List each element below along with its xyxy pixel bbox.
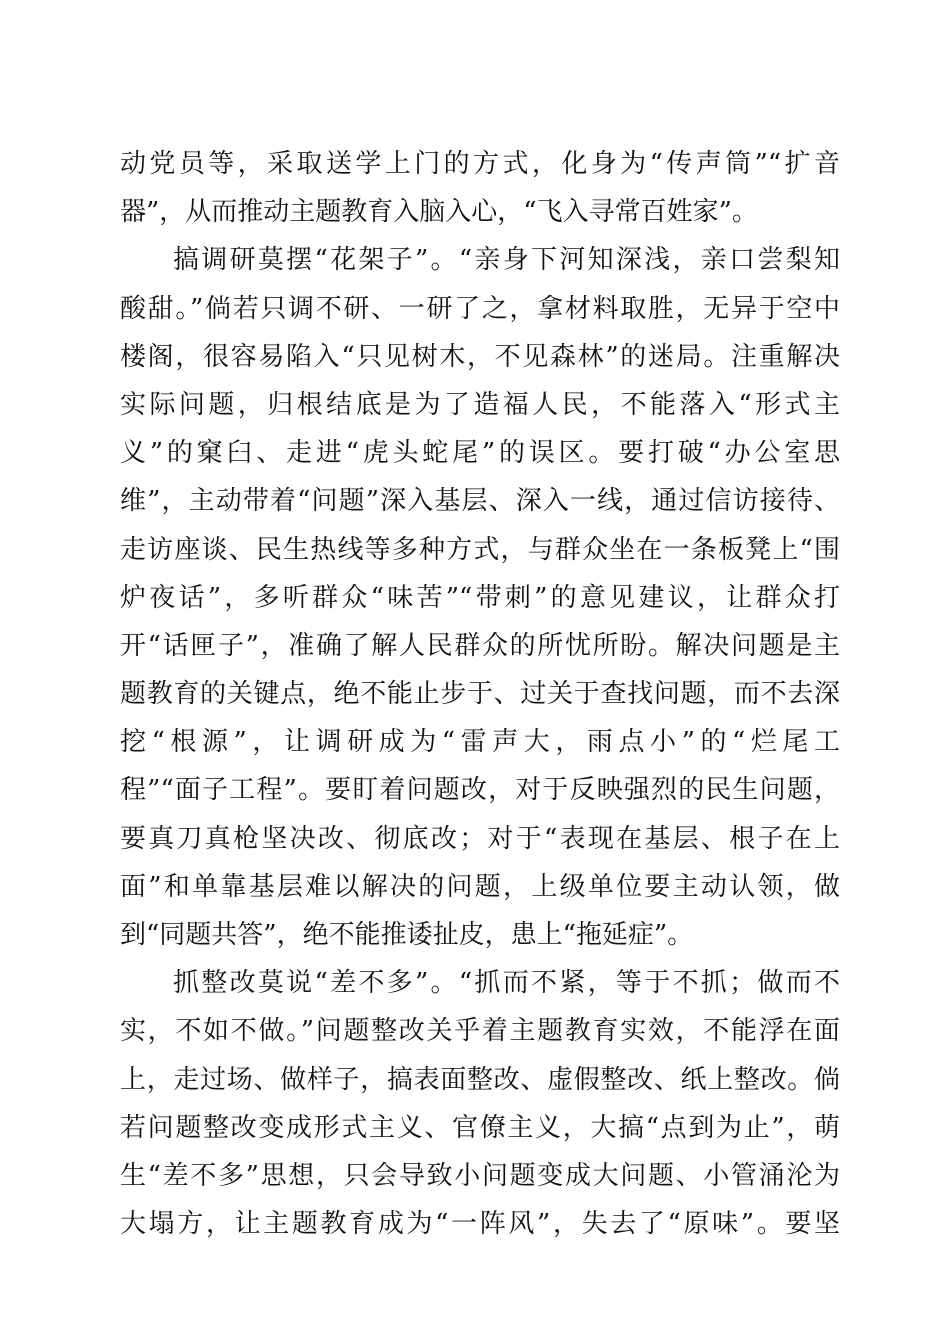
text-line: 到“同题共答”，绝不能推诿扯皮，患上“拖延症”。 — [120, 920, 694, 950]
text-line: 题教育的关键点，绝不能止步于、过关于查找问题，而不去深 — [120, 679, 840, 710]
text-line: 若问题整改变成形式主义、官僚主义，大搞“点到为止”，萌 — [120, 1112, 840, 1143]
text-line: 大塌方，让主题教育成为“一阵风”，失去了“原味”。要坚 — [120, 1209, 840, 1240]
text-line: 挖“根源”，让调研成为“雷声大，雨点小”的“烂尾工 — [120, 727, 840, 758]
body-text — [120, 140, 840, 1248]
text-line: 面”和单靠基层难以解决的问题，上级单位要主动认领，做 — [120, 871, 840, 902]
text-line: 走访座谈、民生热线等多种方式，与群众坐在一条板凳上“围 — [120, 534, 840, 565]
text-line: 要真刀真枪坚决改、彻底改；对于“表现在基层、根子在上 — [120, 823, 840, 854]
text-line: 动党员等，采取送学上门的方式，化身为“传声筒”“扩音 — [120, 149, 840, 179]
text-line: 开“话匣子”，准确了解人民群众的所忧所盼。解决问题是主 — [120, 630, 840, 661]
text-line: 楼阁，很容易陷入“只见树木，不见森林”的迷局。注重解决 — [120, 341, 840, 372]
paragraph-first-line: 抓整改莫说“差不多”。“抓而不紧，等于不抓；做而不 — [173, 968, 840, 999]
text-line: 实际问题，归根结底是为了造福人民，不能落入“形式主 — [120, 389, 840, 420]
text-line: 上，走过场、做样子，搞表面整改、虚假整改、纸上整改。倘 — [120, 1064, 840, 1095]
text-line: 器”，从而推动主题教育入脑入心，“飞入寻常百姓家”。 — [120, 197, 758, 228]
text-line: 义”的窠臼、走进“虎头蛇尾”的误区。要打破“办公室思 — [120, 438, 840, 469]
text-line: 维”，主动带着“问题”深入基层、深入一线，通过信访接待、 — [120, 486, 840, 517]
text-line: 酸甜。”倘若只调不研、一研了之，拿材料取胜，无异于空中 — [120, 293, 840, 324]
paragraph-first-line: 搞调研莫摆“花架子”。“亲身下河知深浅，亲口尝梨知 — [173, 245, 840, 276]
text-line: 程”“面子工程”。要盯着问题改，对于反映强烈的民生问题， — [120, 775, 840, 806]
text-line: 生“差不多”思想，只会导致小问题变成大问题、小管涌沦为 — [120, 1160, 840, 1191]
text-line: 炉夜话”，多听群众“味苦”“带刺”的意见建议，让群众打 — [120, 582, 840, 613]
text-line: 实，不如不做。”问题整改关乎着主题教育实效，不能浮在面 — [120, 1016, 840, 1047]
